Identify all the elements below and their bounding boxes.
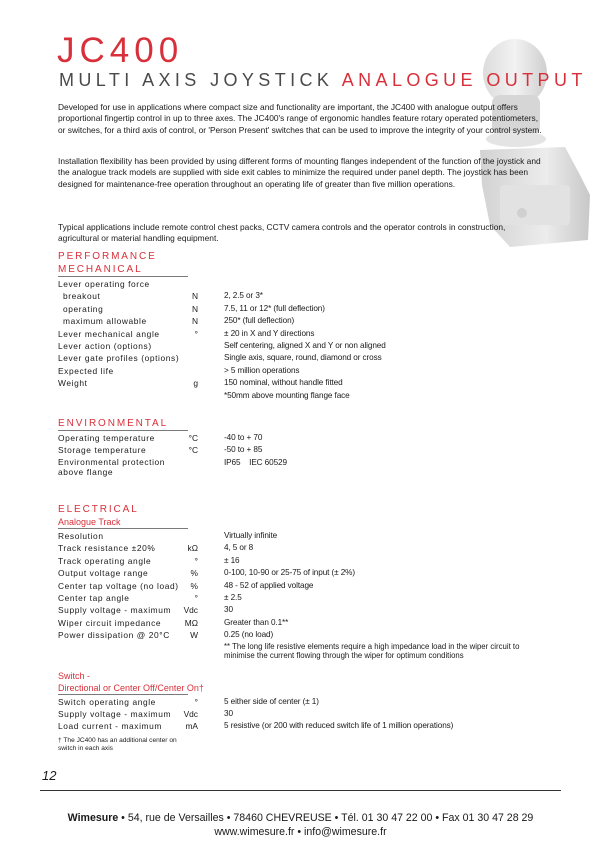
spec-unit: ° bbox=[194, 328, 198, 339]
electrical-section bbox=[58, 503, 548, 753]
spec-label: Weight bbox=[58, 378, 88, 389]
spec-row bbox=[58, 340, 548, 352]
joystick-product-image bbox=[470, 35, 601, 250]
spec-row bbox=[58, 365, 548, 377]
spec-row bbox=[58, 352, 548, 364]
spec-value: Self centering, aligned X and Y or non aligned bbox=[224, 340, 386, 350]
spec-row bbox=[58, 617, 548, 629]
spec-unit: % bbox=[190, 580, 198, 591]
spec-label: above flange bbox=[58, 467, 114, 478]
spec-unit: kΩ bbox=[187, 543, 198, 554]
environmental-section bbox=[58, 417, 548, 481]
spec-label: Track resistance ±20% bbox=[58, 543, 156, 554]
spec-row bbox=[58, 720, 548, 732]
spec-row bbox=[58, 278, 548, 290]
spec-row bbox=[58, 629, 548, 641]
spec-row bbox=[58, 555, 548, 567]
footer-address bbox=[0, 812, 601, 824]
page-number: 12 bbox=[42, 768, 57, 783]
spec-label: Expected life bbox=[58, 365, 114, 376]
switch-footnote: † The JC400 has an additional center on switch in each axis bbox=[58, 736, 177, 752]
spec-unit: MΩ bbox=[184, 617, 198, 628]
spec-row bbox=[58, 377, 548, 389]
spec-row bbox=[58, 542, 548, 554]
subtitle-output-type: ANALOGUE OUTPUT bbox=[341, 70, 587, 90]
spec-value: 5 resistive (or 200 with reduced switch life of 1 million operations) bbox=[224, 721, 454, 731]
spec-value: 250* (full deflection) bbox=[224, 316, 295, 326]
spec-row bbox=[58, 604, 548, 616]
spec-value: Single axis, square, round, diamond or cross bbox=[224, 353, 382, 363]
spec-row bbox=[58, 303, 548, 315]
spec-unit: ° bbox=[194, 696, 198, 707]
spec-label: maximum allowable bbox=[63, 316, 147, 327]
spec-label: Environmental protection bbox=[58, 456, 166, 467]
spec-label: Load current - maximum bbox=[58, 721, 162, 732]
mechanical-title: MECHANICAL bbox=[58, 264, 143, 275]
spec-unit: N bbox=[191, 303, 198, 314]
spec-row bbox=[58, 328, 548, 340]
spec-row bbox=[58, 290, 548, 302]
spec-label: Center tap angle bbox=[58, 592, 130, 603]
performance-section bbox=[58, 250, 548, 402]
performance-title: PERFORMANCE bbox=[58, 251, 157, 262]
environmental-title: ENVIRONMENTAL bbox=[58, 418, 169, 429]
spec-value: 30 bbox=[224, 708, 233, 718]
spec-unit: % bbox=[190, 568, 198, 579]
switch-subtitle: Directional or Center Off/Center On† bbox=[58, 682, 204, 693]
spec-row bbox=[58, 444, 548, 456]
switch-title: Switch - bbox=[58, 670, 91, 681]
spec-label: Wiper circuit impedance bbox=[58, 617, 162, 628]
spec-label: Lever action (options) bbox=[58, 340, 152, 351]
spec-row bbox=[58, 708, 548, 720]
spec-value: 5 either side of center (± 1) bbox=[224, 696, 319, 706]
footer-company: Wimesure bbox=[67, 812, 119, 824]
spec-label: Storage temperature bbox=[58, 445, 147, 456]
intro-paragraph-3: Typical applications include remote control chest packs, CCTV camera controls and the operator controls in construction, agricultural or material handling equipment. bbox=[58, 222, 506, 244]
spec-value: > 5 million operations bbox=[224, 365, 300, 375]
spec-unit: mA bbox=[185, 721, 198, 732]
analogue-track-title: Analogue Track bbox=[58, 517, 121, 527]
spec-value: 48 - 52 of applied voltage bbox=[224, 580, 314, 590]
intro-paragraph-1: Developed for use in applications where compact size and functionality are important, the JC400 with analogue output offers proportional fingertip control in up to three axes. The JC400's range of ergonomic handles feature rotary operated potentiometers, or switches, for a third axis of control, or 'Person Present' switches that can be used to improve the integrity of your control system. bbox=[58, 102, 542, 135]
spec-label: Supply voltage - maximum bbox=[58, 605, 172, 616]
spec-row bbox=[58, 530, 548, 542]
spec-value: 150 nominal, without handle fitted bbox=[224, 378, 343, 388]
spec-value: 0.25 (no load) bbox=[224, 630, 274, 640]
spec-unit: g bbox=[193, 378, 198, 389]
spec-row bbox=[58, 592, 548, 604]
spec-unit: Vdc bbox=[183, 708, 198, 719]
spec-value: ± 20 in X and Y directions bbox=[224, 328, 315, 338]
spec-value: Virtually infinite bbox=[224, 531, 278, 540]
spec-value: Greater than 0.1** bbox=[224, 617, 289, 627]
spec-unit: Vdc bbox=[183, 605, 198, 616]
spec-value: -50 to + 85 bbox=[224, 445, 263, 455]
spec-label: Output voltage range bbox=[58, 568, 149, 579]
spec-value: ± 2.5 bbox=[224, 592, 242, 602]
spec-label: Lever operating force bbox=[58, 279, 150, 289]
spec-label: Center tap voltage (no load) bbox=[58, 580, 179, 591]
spec-label: Power dissipation @ 20°C bbox=[58, 630, 170, 641]
spec-row bbox=[58, 567, 548, 579]
spec-value: 0-100, 10-90 or 25-75 of input (± 2%) bbox=[224, 568, 355, 578]
spec-label: Resolution bbox=[58, 531, 104, 541]
footer-contact[interactable]: www.wimesure.fr • info@wimesure.fr bbox=[214, 826, 387, 838]
spec-unit: °C bbox=[188, 433, 198, 443]
spec-row bbox=[58, 432, 548, 444]
spec-label: Operating temperature bbox=[58, 433, 155, 443]
spec-value: 7.5, 11 or 12* (full deflection) bbox=[224, 303, 325, 313]
analogue-footnote: ** The long life resistive elements require a high impedance load in the wiper circuit to minimise the current flowing through the wiper for optimum conditions bbox=[224, 641, 520, 661]
spec-label: Supply voltage - maximum bbox=[58, 708, 172, 719]
page-subtitle bbox=[59, 71, 587, 89]
spec-value: -40 to + 70 bbox=[224, 433, 263, 442]
electrical-title: ELECTRICAL bbox=[58, 504, 139, 515]
spec-value: 4, 5 or 8 bbox=[224, 543, 254, 553]
spec-value: ± 16 bbox=[224, 555, 240, 565]
spec-label: operating bbox=[63, 303, 104, 314]
spec-unit: N bbox=[191, 291, 198, 302]
spec-label: Lever mechanical angle bbox=[58, 328, 160, 339]
spec-row bbox=[58, 390, 548, 402]
spec-label: Switch operating angle bbox=[58, 696, 156, 707]
footer-address-text: • 54, rue de Versailles • 78460 CHEVREUSE • Tél. 01 30 47 22 00 • Fax 01 30 47 28 29 bbox=[118, 812, 534, 824]
spec-unit: W bbox=[190, 630, 198, 641]
spec-value: IP65 IEC 60529 bbox=[224, 457, 287, 467]
spec-unit: ° bbox=[194, 555, 198, 566]
spec-row bbox=[58, 457, 548, 481]
subtitle-product-type: MULTI AXIS JOYSTICK bbox=[59, 70, 334, 90]
spec-unit: N bbox=[191, 316, 198, 327]
spec-value: 2, 2.5 or 3* bbox=[224, 291, 263, 301]
spec-unit: °C bbox=[188, 445, 198, 456]
spec-label: breakout bbox=[63, 291, 101, 302]
spec-label: Track operating angle bbox=[58, 555, 152, 566]
spec-label: Lever gate profiles (options) bbox=[58, 353, 180, 364]
footer-divider bbox=[40, 790, 561, 791]
spec-value: 30 bbox=[224, 605, 233, 615]
intro-paragraph-2: Installation flexibility has been provided by using different forms of mounting flanges independent of the function of the joystick and the analogue track models are supplied with side exit cables to minimize the required under panel depth. The joystick has been designed for maintenance-free operation throughout an operating life of greater than five million operations. bbox=[58, 156, 541, 189]
spec-value: *50mm above mounting flange face bbox=[224, 390, 350, 400]
spec-row bbox=[58, 315, 548, 327]
page-title: JC400 bbox=[57, 31, 184, 70]
spec-row bbox=[58, 580, 548, 592]
spec-row bbox=[58, 696, 548, 708]
spec-unit: ° bbox=[194, 592, 198, 603]
